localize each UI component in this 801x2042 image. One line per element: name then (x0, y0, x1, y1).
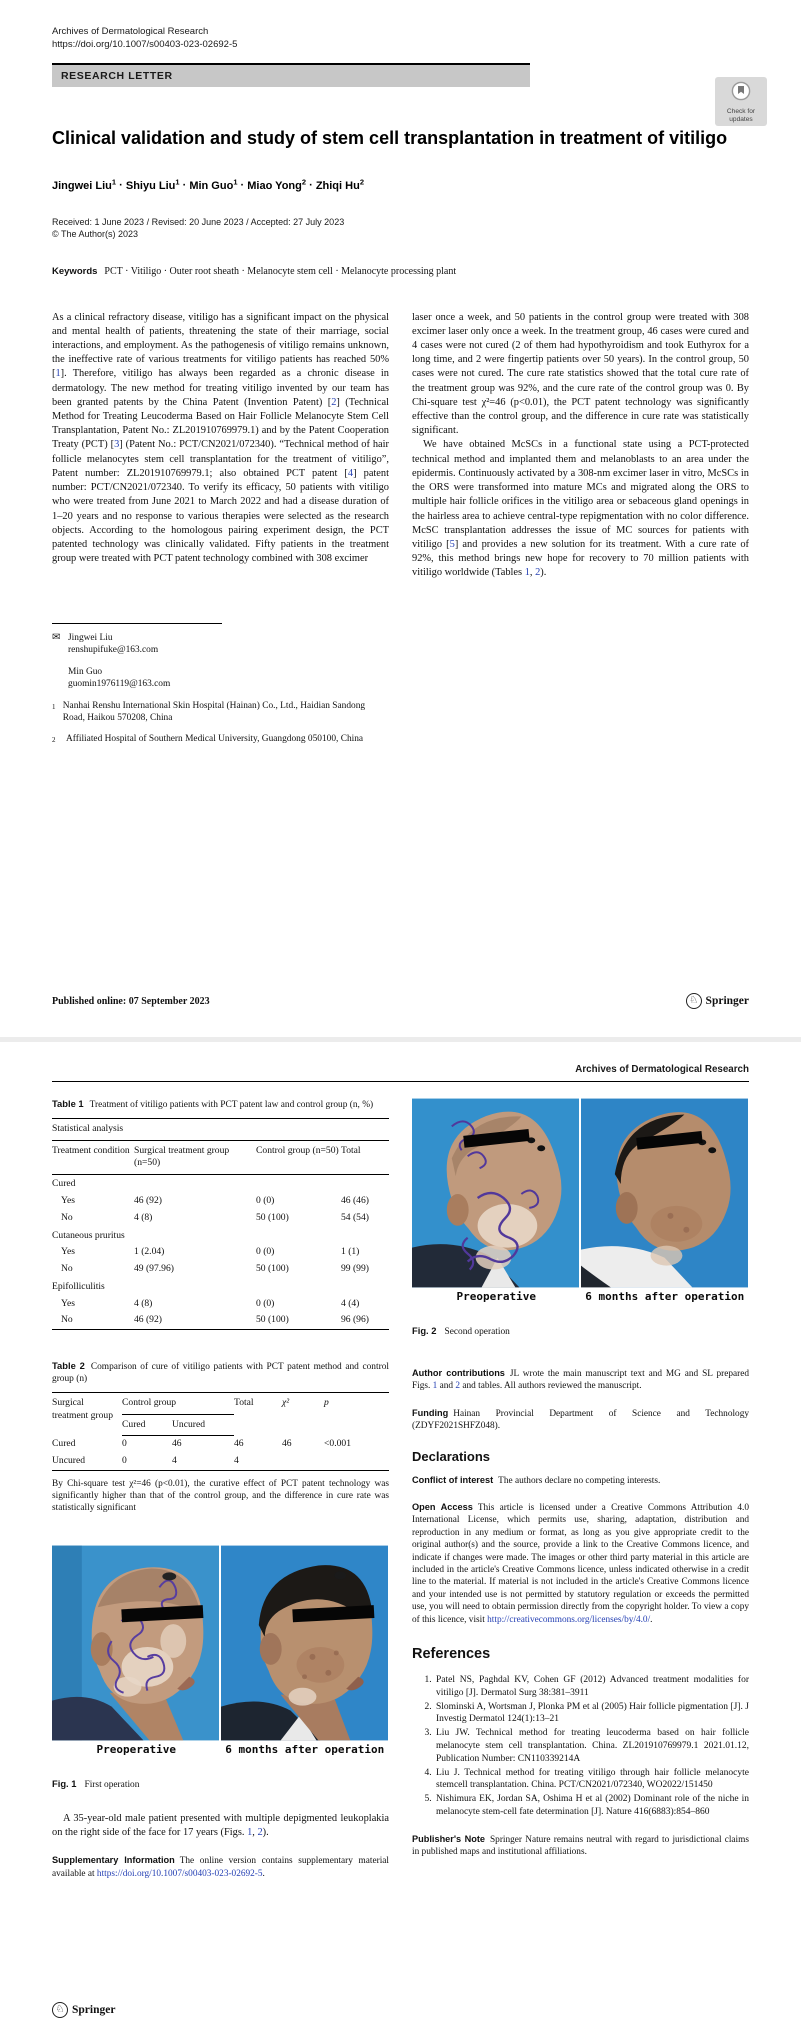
publishers-note-label: Publisher's Note (412, 1833, 486, 1844)
table2-caption-text: Comparison of cure of vitiligo patients with PCT patent method and control group (n) (52, 1361, 389, 1385)
figure-2-photos (412, 1098, 749, 1288)
table1 (52, 1118, 389, 1330)
correspondent-name: Jingwei Liu (68, 632, 113, 643)
fig2-caption-text: Second operation (444, 1327, 510, 1337)
correspondence-block (52, 632, 749, 691)
envelope-icon: ✉ (52, 631, 61, 643)
article-type-banner-wrap (52, 63, 756, 123)
open-access-note (412, 1501, 749, 1626)
figref-link[interactable]: 2 (535, 567, 541, 579)
keywords-label: Keywords (52, 265, 98, 277)
table-row: No 46 (92) 50 (100) 96 (96) (52, 1312, 389, 1329)
correspondent-name: Min Guo (68, 666, 103, 677)
table2-footnote: By Chi-square test χ²=46 (p<0.01), the curative effect of PCT patent technology was significantly higher than that of the control group, and the difference in cure rate was statistically significant (52, 1478, 389, 1514)
table-row: No 4 (8) 50 (100) 54 (54) (61, 1211, 369, 1223)
author-contributions-text: JL wrote the main manuscript text and MG and SL prepared Figs. 1 and 2 and tables. All authors reviewed the manuscript. (412, 1369, 749, 1392)
author-contributions-label: Author contributions (412, 1368, 505, 1378)
footnote-rule (52, 623, 222, 624)
url-link[interactable]: https://doi.org/10.1007/s00403-023-02692-5 (96, 1868, 263, 1879)
table2-subheader-cured: Cured (122, 1414, 172, 1436)
springer-wordmark: Springer (705, 995, 749, 1007)
body-columns (52, 311, 749, 581)
table1-section: Statistical analysis (52, 1119, 389, 1141)
correspondent-email[interactable]: renshupifuke@163.com (68, 645, 159, 656)
journal-name: Archives of Dermatological Research (52, 26, 209, 37)
table2-header-control: Control group (122, 1393, 234, 1415)
affiliation: 1 Nanhai Renshu International Skin Hospital (Hainan) Co., Ltd., Haidian Sandong Road, Haikou 570208, China (52, 700, 366, 724)
correspondent-email[interactable]: guomin1976119@163.com (68, 679, 171, 690)
table1-label: Table 1 (52, 1098, 84, 1109)
body-paragraph: We have obtained McSCs in a functional state using a PCT-protected technical method and implanted them and melanoblasts to an area under the epidermis. Continuously activated by a 308-nm excimer laser in vitro, McSCs in the ORS were transformed into mature MCs and migrated along the ORS to multiple hair follicle orifices in the vitiligo area or sebaceous gland openings in the hairless area to achieve central-type repigmentation with no color difference. McSC transplantation addresses the issue of MC sources for patients with vitiligo [5] and provides a new solution for its treatment. With a cure rate of 92%, this method brings new hope for recovery to 70 million patients with vitiligo worldwide (Tables 1, 2). (412, 439, 750, 579)
figure-1 (52, 1545, 389, 1790)
conflict-text: The authors declare no competing interests. (498, 1475, 661, 1486)
table2-header-total: Total (234, 1393, 282, 1436)
springer-logo (52, 2002, 115, 2018)
affiliation: 2 Affiliated Hospital of Southern Medical University, Guangdong 050100, China (52, 734, 364, 745)
table-row: Uncured 0 4 4 (52, 1453, 389, 1470)
body-paragraph: laser once a week, and 50 patients in the control group were treated with 308 excimer laser only once a week. In the treatment group, 46 cases were cured and 4 cases were not cured (2 of them had hypothyroidism and took Euthyrox for a long time, and 2 were fingertip patients over 50 years). In the control group, 50 cases were not cured. The cure rate statistics showed that the total cure rate of the treatment group was 92%, and the cure rate of the control group was 0. By Chi-square test χ²=46 (p<0.01), the PCT patent technology was significantly effective than the control group, and the difference in cure rate was statistically significant. (412, 311, 749, 437)
author: Shiyu Liu$^1$ (125, 177, 180, 192)
author: Miao Yong$^2$ (247, 177, 307, 192)
table-row: Yes 46 (92) 0 (0) 46 (46) (61, 1195, 369, 1207)
published-online: Published online: 07 September 2023 (52, 996, 210, 1007)
figure-1-photos (52, 1545, 389, 1741)
fig1-postoperative-photo (221, 1545, 388, 1741)
reference-item: 4. Liu J. Technical method for treating vitiligo through hair follicle melanocyte stemcell transplantation. China. PCT/CN2021/072340, WO2022/151450 (434, 1767, 749, 1793)
table1-caption (52, 1098, 389, 1111)
affiliations-block (52, 700, 749, 747)
copyright-line: © The Author(s) 2023 (52, 228, 139, 239)
table1-header-2: Control group (n=50) (256, 1140, 341, 1174)
table-row: Yes 1 (2.04) 0 (0) 1 (1) (61, 1246, 360, 1258)
citation-link[interactable]: 4 (347, 467, 354, 479)
table1-header-3: Total (341, 1140, 389, 1174)
open-access-text: This article is licensed under a Creative Commons Attribution 4.0 International License, which permits use, sharing, adaptation, distribution and reproduction in any medium or format, as long as you give appropriate credit to the original author(s) and the source, provide a link to the Creative Commons licence, and indicate if changes were made. The images or other third party material in this article are included in the article's Creative Commons licence, unless indicated otherwise in a credit line to the material. If material is not included in the article's Creative Commons licence and your intended use is not permitted by statutory regulation or exceeds the permitted use, you will need to obtain permission directly from the copyright holder. To view a copy of this licence, visit http://creativecommons.org/licenses/by/4.0/. (412, 1503, 749, 1625)
page-2 (0, 1042, 801, 2042)
figref-link[interactable]: 1 (432, 1381, 438, 1392)
springer-horse-icon: ♘ (52, 2002, 68, 2018)
envelope-icon (52, 666, 68, 691)
table2-subheader-uncured: Uncured (172, 1414, 234, 1436)
table2-caption (52, 1360, 389, 1385)
reference-item: 2. Slominski A, Wortsman J, Plonka PM et al (2005) Hair follicle pigmentation [J]. J Investig Dermatol 124(1):13–21 (434, 1701, 749, 1727)
supplementary-note (52, 1854, 389, 1880)
table-row: Cured (52, 1178, 76, 1190)
doi-line[interactable]: https://doi.org/10.1007/s00403-023-02692-5 (52, 38, 238, 50)
reference-item: 1. Patel NS, Paghdal KV, Cohen GF (2012) Advanced treatment modalities for vitiligo [J]. Dermatol Surg 38:381–3911 (434, 1674, 749, 1700)
figref-link[interactable]: 1 (247, 1827, 253, 1839)
correspondence-entry (52, 666, 749, 691)
springer-horse-icon: ♘ (686, 993, 702, 1009)
citation-link[interactable]: 1 (55, 368, 61, 380)
table-row: Cutaneous pruritus (52, 1229, 125, 1241)
table-row: Epifolliculitis (52, 1281, 105, 1293)
keywords-text: PCT · Vitiligo · Outer root sheath · Melanocyte stem cell · Melanocyte processing plant (104, 265, 457, 277)
funding-text: Hainan Provincial Department of Science and Technology (ZDYF2021SHFZ048). (412, 1408, 749, 1432)
case-paragraph: A 35-year-old male patient presented with multiple depigmented leukoplakia on the right side of the face for 17 years (Figs. 1, 2). (52, 1812, 389, 1839)
page2-column-left (52, 1098, 389, 1880)
author: Jingwei Liu$^1$ (52, 177, 117, 192)
table2-label: Table 2 (52, 1359, 85, 1371)
table2 (52, 1392, 389, 1470)
fig2-label-postoperative: 6 months after operation (585, 1290, 745, 1303)
fig1-label-preoperative: Preoperative (96, 1742, 176, 1756)
fig2-caption (412, 1325, 749, 1337)
crossmark-icon (731, 88, 751, 105)
table-row: No 49 (97.96) 50 (100) 99 (99) (61, 1262, 369, 1274)
running-head-rule (52, 1081, 749, 1082)
body-column-left (52, 311, 389, 581)
fig1-caption-label: Fig. 1 (52, 1777, 77, 1789)
figure-2 (412, 1098, 749, 1337)
article-type-banner: RESEARCH LETTER (52, 63, 530, 87)
body-paragraph: As a clinical refractory disease, vitiligo has a significant impact on the physical and mental health of patients, threatening the state of their marriage, social interactions, and employment. As the pathogenesis of vitiligo remains unknown, the ineffective rate of various treatments for vitiligo patients has reached 50% [1]. Therefore, vitiligo has always been regarded as a chronic disease in dermatology. The new method for treating vitiligo invented by our team has been granted patents by the China Patent (Invention Patent) [2] (Technical Method for Treating Leucoderma Based on Hair Follicle Melanocyte Stem Cell Transplantation, Patent No.: ZL201910769979.1) and by the Patent Cooperation Treaty (PCT) [3] (Patent No.: PCT/CN2021/072340). “Technical method of hair follicle melanocytes stem cell transplantation for the treatment of vitiligo”, Patent number: ZL201910769979.1; also obtained PCT patent [4] patent number: PCT/CN2021/072340. To verify its efficacy, 50 patients with vitiligo who were treated from June 2021 to March 2022 and had a disease duration of 1–20 years and no response to various therapies were selected as the research objects. According to the homologous pairing experiment design, the PCT patented technology was clinically validated. Fifty patients in the treatment group were treated with PCT patent technology combined with 308 excimer (52, 311, 390, 565)
author: Zhiqi Hu$^2$ (315, 177, 364, 192)
figref-link[interactable]: 2 (257, 1827, 263, 1839)
fig2-postoperative-photo (581, 1098, 748, 1288)
table1-header-1: Surgical treatment group (n=50) (134, 1140, 256, 1174)
open-access-label: Open Access (412, 1502, 473, 1513)
figref-link[interactable]: 1 (524, 567, 530, 579)
correspondence-entry (52, 632, 749, 657)
citation-link[interactable]: 2 (331, 396, 337, 408)
table1-header-0: Treatment condition (52, 1140, 134, 1174)
supplementary-text: The online version contains supplementary material available at https://doi.org/10.1007/s00403-023-02692-5. (52, 1856, 389, 1879)
fig1-label-postoperative: 6 months after operation (225, 1742, 385, 1756)
supplementary-label: Supplementary Information (52, 1855, 175, 1866)
figref-link[interactable]: 2 (455, 1381, 461, 1392)
body-column-right (412, 311, 749, 581)
table-row: Yes 4 (8) 0 (0) 4 (4) (61, 1297, 360, 1309)
funding-label: Funding (412, 1407, 449, 1418)
reference-item: 5. Nishimura EK, Jordan SA, Oshima H et al (2002) Dominant role of the niche in melanocyte stem-cell fate determination [J]. Nature 416(6883):854–860 (434, 1793, 749, 1819)
table2-header-p: p (324, 1393, 389, 1436)
check-for-updates-label: Check for updates (726, 108, 756, 123)
running-head: Archives of Dermatological Research (575, 1064, 749, 1075)
citation-link[interactable]: 5 (449, 538, 455, 550)
fig2-caption-label: Fig. 2 (412, 1325, 437, 1336)
publishers-note (412, 1833, 749, 1859)
table2-header-chi: χ² (282, 1393, 324, 1436)
author: Min Guo$^1$ (189, 177, 238, 192)
springer-wordmark: Springer (72, 2004, 116, 2016)
fig1-caption-text: First operation (84, 1779, 140, 1790)
fig2-label-preoperative: Preoperative (456, 1290, 536, 1303)
author-contributions (412, 1367, 749, 1393)
author-list: Jingwei Liu$^1$ · Shiyu Liu$^1$ · Min Guo$^1$ · Miao Yong$^2$ · Zhiqi Hu$^2$ (52, 177, 364, 192)
publishers-note-text: Springer Nature remains neutral with regard to jurisdictional claims in published maps and institutional affiliations. (412, 1834, 749, 1858)
conflict-label: Conflict of interest (412, 1474, 494, 1485)
received-line: Received: 1 June 2023 / Revised: 20 June 2023 / Accepted: 27 July 2023 (52, 216, 345, 227)
reference-item: 3. Liu JW. Technical method for treating leucoderma based on hair follicle melanocyte stem cell transplantation. China. ZL201910769979.1 2021.01.12, Publication Number: CN110339214A (434, 1727, 749, 1765)
page-title: Clinical validation and study of stem cell transplantation in treatment of vitiligo (52, 128, 728, 148)
table2-header-group: Surgical treatment group (52, 1393, 122, 1436)
keywords-row (52, 266, 749, 277)
check-for-updates-badge[interactable] (715, 77, 767, 126)
references-list (412, 1674, 749, 1819)
url-link[interactable]: http://creativecommons.org/licenses/by/4.0/ (487, 1614, 651, 1625)
citation-link[interactable]: 3 (114, 439, 120, 451)
springer-logo (686, 993, 749, 1009)
fig1-preoperative-photo (52, 1545, 219, 1741)
fig2-preoperative-photo (412, 1098, 579, 1288)
table-row: Cured 0 46 46 46 <0.001 (52, 1437, 351, 1450)
funding-note (412, 1407, 749, 1433)
page2-column-right (412, 1098, 749, 1880)
table1-caption-text: Treatment of vitiligo patients with PCT patent law and control group (n, %) (89, 1100, 374, 1110)
declarations-heading: Declarations (412, 1448, 491, 1464)
conflict-note (412, 1474, 749, 1487)
references-heading: References (412, 1646, 491, 1663)
fig1-caption (52, 1778, 389, 1790)
